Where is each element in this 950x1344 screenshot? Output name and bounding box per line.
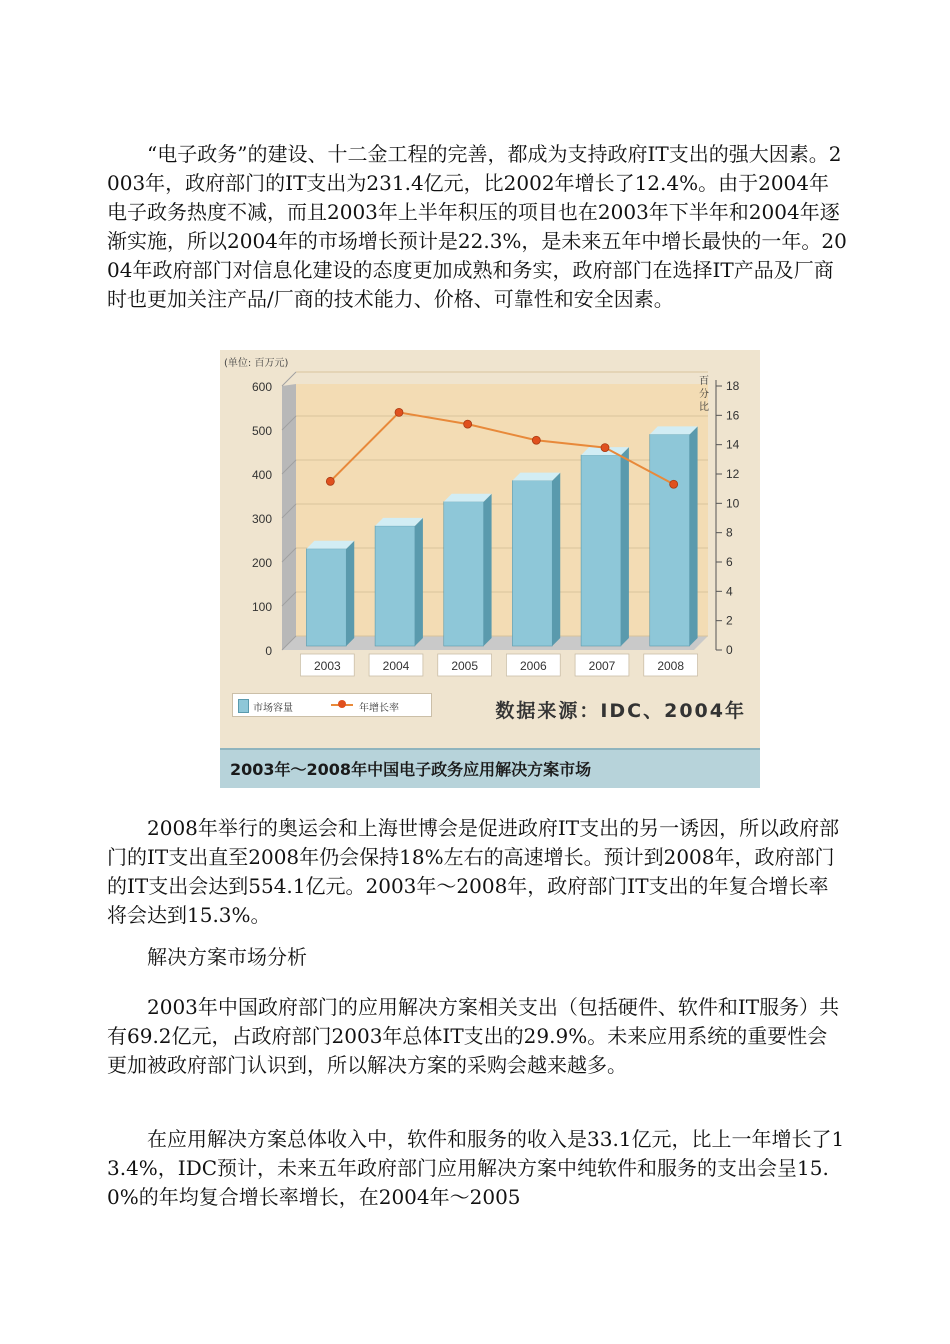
paragraph-olympics-expo: 2008年举行的奥运会和上海世博会是促进政府IT支出的另一诱因，所以政府部门的IT支出直至2008年仍会保持18%左右的高速增长。预计到2008年，政府部门的IT支出会达到554.1亿元。2003年～2008年，政府部门IT支出的年复合增长率将会达到15.3%。 bbox=[107, 816, 840, 927]
y-tick-label: 500 bbox=[251, 424, 272, 438]
y2-axis-label-char: 比 bbox=[699, 402, 709, 413]
x-tick-label: 2004 bbox=[382, 659, 410, 673]
y-tick-label: 0 bbox=[265, 644, 272, 658]
y2-tick-label: 8 bbox=[726, 525, 733, 540]
legend-bar-label: 市场容量 bbox=[253, 703, 293, 714]
y-tick-label: 600 bbox=[251, 380, 272, 394]
growth-point bbox=[395, 408, 403, 416]
bar-top bbox=[444, 494, 492, 502]
legend-dot-swatch bbox=[338, 700, 346, 708]
y2-tick-label: 14 bbox=[726, 437, 740, 452]
x-tick-label: 2005 bbox=[451, 659, 479, 673]
x-tick-label: 2008 bbox=[657, 659, 685, 673]
chart-title-banner bbox=[220, 748, 760, 788]
plot-back-wall bbox=[296, 384, 708, 636]
paragraph-egov-drivers: “电子政务”的建设、十二金工程的完善，都成为支持政府IT支出的强大因素。2003年，政府部门的IT支出为231.4亿元，比2002年增长了12.4%。由于2004年电子政务热度不减，而且2003年上半年积压的项目也在2003年下半年和2004年逐渐实施，所以2004年的市场增长预计是22.3%，是未来五年中增长最快的一年。2004年政府部门对信息化建设的态度更加成熟和务实，政府部门在选择IT产品及厂商时也更加关注产品/厂商的技术能力、价格、可靠性和安全因素。 bbox=[107, 142, 847, 311]
bar-front bbox=[581, 455, 621, 646]
x-tick-label: 2003 bbox=[313, 659, 341, 673]
bar-front bbox=[375, 526, 415, 646]
bar-front bbox=[512, 481, 552, 646]
growth-point bbox=[464, 420, 472, 428]
y2-tick-label: 0 bbox=[726, 643, 733, 657]
y-tick-label: 200 bbox=[251, 556, 272, 570]
growth-point bbox=[532, 436, 540, 444]
paragraph-solution-spending: 2003年中国政府部门的应用解决方案相关支出（包括硬件、软件和IT服务）共有69.2亿元，占政府部门2003年总体IT支出的29.9%。未来应用系统的重要性会更加被政府部门认识到，所以解决方案的采购会越来越多。 bbox=[107, 995, 840, 1077]
growth-point bbox=[670, 480, 678, 488]
bar-top bbox=[375, 518, 423, 526]
section-heading-solutions: 解决方案市场分析 bbox=[147, 945, 307, 969]
unit-label: (单位: 百万元) bbox=[224, 358, 289, 369]
bar-side bbox=[484, 494, 492, 646]
y2-tick-label: 4 bbox=[726, 584, 733, 599]
y2-axis-label-char: 分 bbox=[699, 389, 709, 400]
bar-front bbox=[444, 502, 484, 646]
y2-axis-label-char: 百 bbox=[699, 376, 709, 387]
chart-title: 2003年～2008年中国电子政务应用解决方案市场 bbox=[230, 760, 592, 779]
legend-line-label: 年增长率 bbox=[359, 703, 399, 714]
y-tick-label: 300 bbox=[251, 512, 272, 526]
bar-front bbox=[306, 549, 346, 646]
bar-side bbox=[690, 426, 698, 646]
plot-side-wall bbox=[282, 384, 296, 650]
chart-legend bbox=[232, 693, 432, 717]
bar-top bbox=[306, 541, 354, 549]
bar-side bbox=[415, 518, 423, 646]
y2-tick-label: 12 bbox=[726, 467, 740, 481]
y-tick-label: 400 bbox=[251, 468, 272, 482]
growth-point bbox=[326, 477, 334, 485]
bar-side bbox=[346, 541, 354, 646]
bar-top bbox=[512, 473, 560, 481]
chart-source: 数据来源：IDC、2004年 bbox=[495, 700, 746, 722]
growth-point bbox=[601, 444, 609, 452]
legend-bar-swatch bbox=[238, 699, 249, 713]
bar-front bbox=[650, 434, 690, 646]
y2-tick-label: 2 bbox=[726, 613, 733, 628]
grid-line-side bbox=[282, 372, 296, 386]
bar-top bbox=[650, 426, 698, 434]
x-tick-label: 2006 bbox=[519, 659, 547, 673]
chart-figure bbox=[220, 350, 760, 788]
market-chart bbox=[220, 350, 760, 750]
y2-tick-label: 6 bbox=[726, 555, 733, 569]
y-tick-label: 100 bbox=[251, 600, 272, 614]
y2-tick-label: 18 bbox=[726, 379, 740, 393]
y2-tick-label: 16 bbox=[726, 408, 740, 423]
y2-tick-label: 10 bbox=[726, 496, 740, 511]
bar-side bbox=[552, 473, 560, 646]
paragraph-software-services: 在应用解决方案总体收入中，软件和服务的收入是33.1亿元，比上一年增长了13.4%，IDC预计，未来五年政府部门应用解决方案中纯软件和服务的支出会呈15.0%的年均复合增长率增长，在2004年～2005 bbox=[107, 1127, 845, 1209]
x-tick-label: 2007 bbox=[588, 659, 616, 673]
bar-side bbox=[621, 447, 629, 646]
